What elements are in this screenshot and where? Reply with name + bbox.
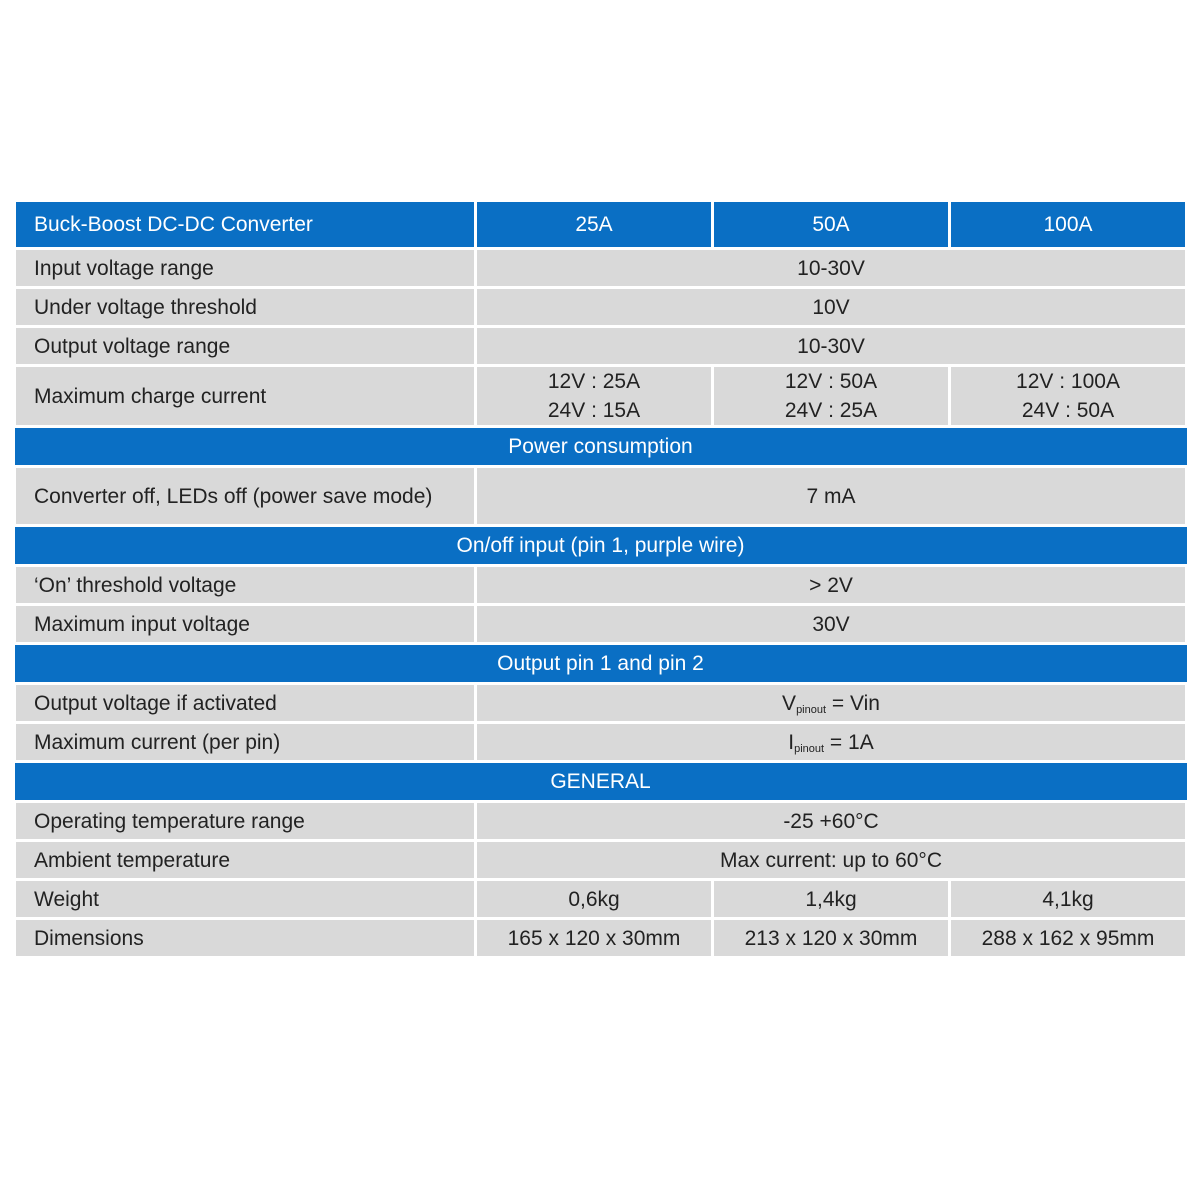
row-value-25a: 165 x 120 x 30mm — [476, 919, 713, 958]
subscript: pinout — [794, 742, 825, 755]
table-row — [15, 288, 1187, 327]
row-label: Operating temperature range — [15, 802, 476, 841]
table-row — [15, 723, 1187, 762]
symbol: I — [788, 730, 795, 754]
row-value-50a — [713, 366, 950, 427]
value-line: 12V : 50A — [784, 370, 878, 393]
section-title: Output pin 1 and pin 2 — [15, 644, 1187, 684]
row-value-100a — [950, 366, 1187, 427]
table-row — [15, 605, 1187, 644]
table-row — [15, 684, 1187, 723]
table-title: Buck-Boost DC-DC Converter — [15, 201, 476, 249]
value-line: 24V : 15A — [547, 399, 641, 422]
section-title: GENERAL — [15, 762, 1187, 802]
section-row — [15, 644, 1187, 684]
table-row — [15, 566, 1187, 605]
row-value-50a: 1,4kg — [713, 880, 950, 919]
table-row — [15, 366, 1187, 427]
column-header-100a: 100A — [950, 201, 1187, 249]
table-row — [15, 467, 1187, 526]
row-value: > 2V — [476, 566, 1187, 605]
row-value — [476, 684, 1187, 723]
row-label: Ambient temperature — [15, 841, 476, 880]
row-label: Weight — [15, 880, 476, 919]
column-header-25a: 25A — [476, 201, 713, 249]
row-value-50a: 213 x 120 x 30mm — [713, 919, 950, 958]
section-row — [15, 427, 1187, 467]
spec-table — [13, 199, 1188, 959]
table-row — [15, 802, 1187, 841]
row-label: ‘On’ threshold voltage — [15, 566, 476, 605]
section-row — [15, 526, 1187, 566]
table-row — [15, 919, 1187, 958]
row-label: Dimensions — [15, 919, 476, 958]
section-title: On/off input (pin 1, purple wire) — [15, 526, 1187, 566]
row-value: 7 mA — [476, 467, 1187, 526]
row-value: 10-30V — [476, 327, 1187, 366]
table-row — [15, 880, 1187, 919]
row-value: 30V — [476, 605, 1187, 644]
symbol: V — [782, 691, 797, 715]
table-row — [15, 327, 1187, 366]
row-value: Max current: up to 60°C — [476, 841, 1187, 880]
row-value: -25 +60°C — [476, 802, 1187, 841]
row-value-25a — [476, 366, 713, 427]
row-value: 10-30V — [476, 249, 1187, 288]
row-value — [476, 723, 1187, 762]
value-line: 12V : 100A — [1016, 370, 1120, 393]
section-row — [15, 762, 1187, 802]
row-label: Output voltage range — [15, 327, 476, 366]
table-row — [15, 841, 1187, 880]
formula-rest: = Vin — [826, 691, 880, 715]
section-title: Power consumption — [15, 427, 1187, 467]
header-row — [15, 201, 1187, 249]
row-label: Input voltage range — [15, 249, 476, 288]
row-label: Maximum charge current — [15, 366, 476, 427]
formula-rest: = 1A — [824, 730, 874, 754]
row-label: Maximum current (per pin) — [15, 723, 476, 762]
row-value-100a: 288 x 162 x 95mm — [950, 919, 1187, 958]
row-label: Under voltage threshold — [15, 288, 476, 327]
row-label: Maximum input voltage — [15, 605, 476, 644]
row-value-100a: 4,1kg — [950, 880, 1187, 919]
column-header-50a: 50A — [713, 201, 950, 249]
value-line: 24V : 25A — [784, 399, 878, 422]
table-row — [15, 249, 1187, 288]
row-label: Converter off, LEDs off (power save mode) — [15, 467, 476, 526]
row-value-25a: 0,6kg — [476, 880, 713, 919]
row-label: Output voltage if activated — [15, 684, 476, 723]
value-line: 24V : 50A — [1021, 399, 1115, 422]
value-line: 12V : 25A — [547, 370, 641, 393]
subscript: pinout — [796, 703, 827, 716]
row-value: 10V — [476, 288, 1187, 327]
